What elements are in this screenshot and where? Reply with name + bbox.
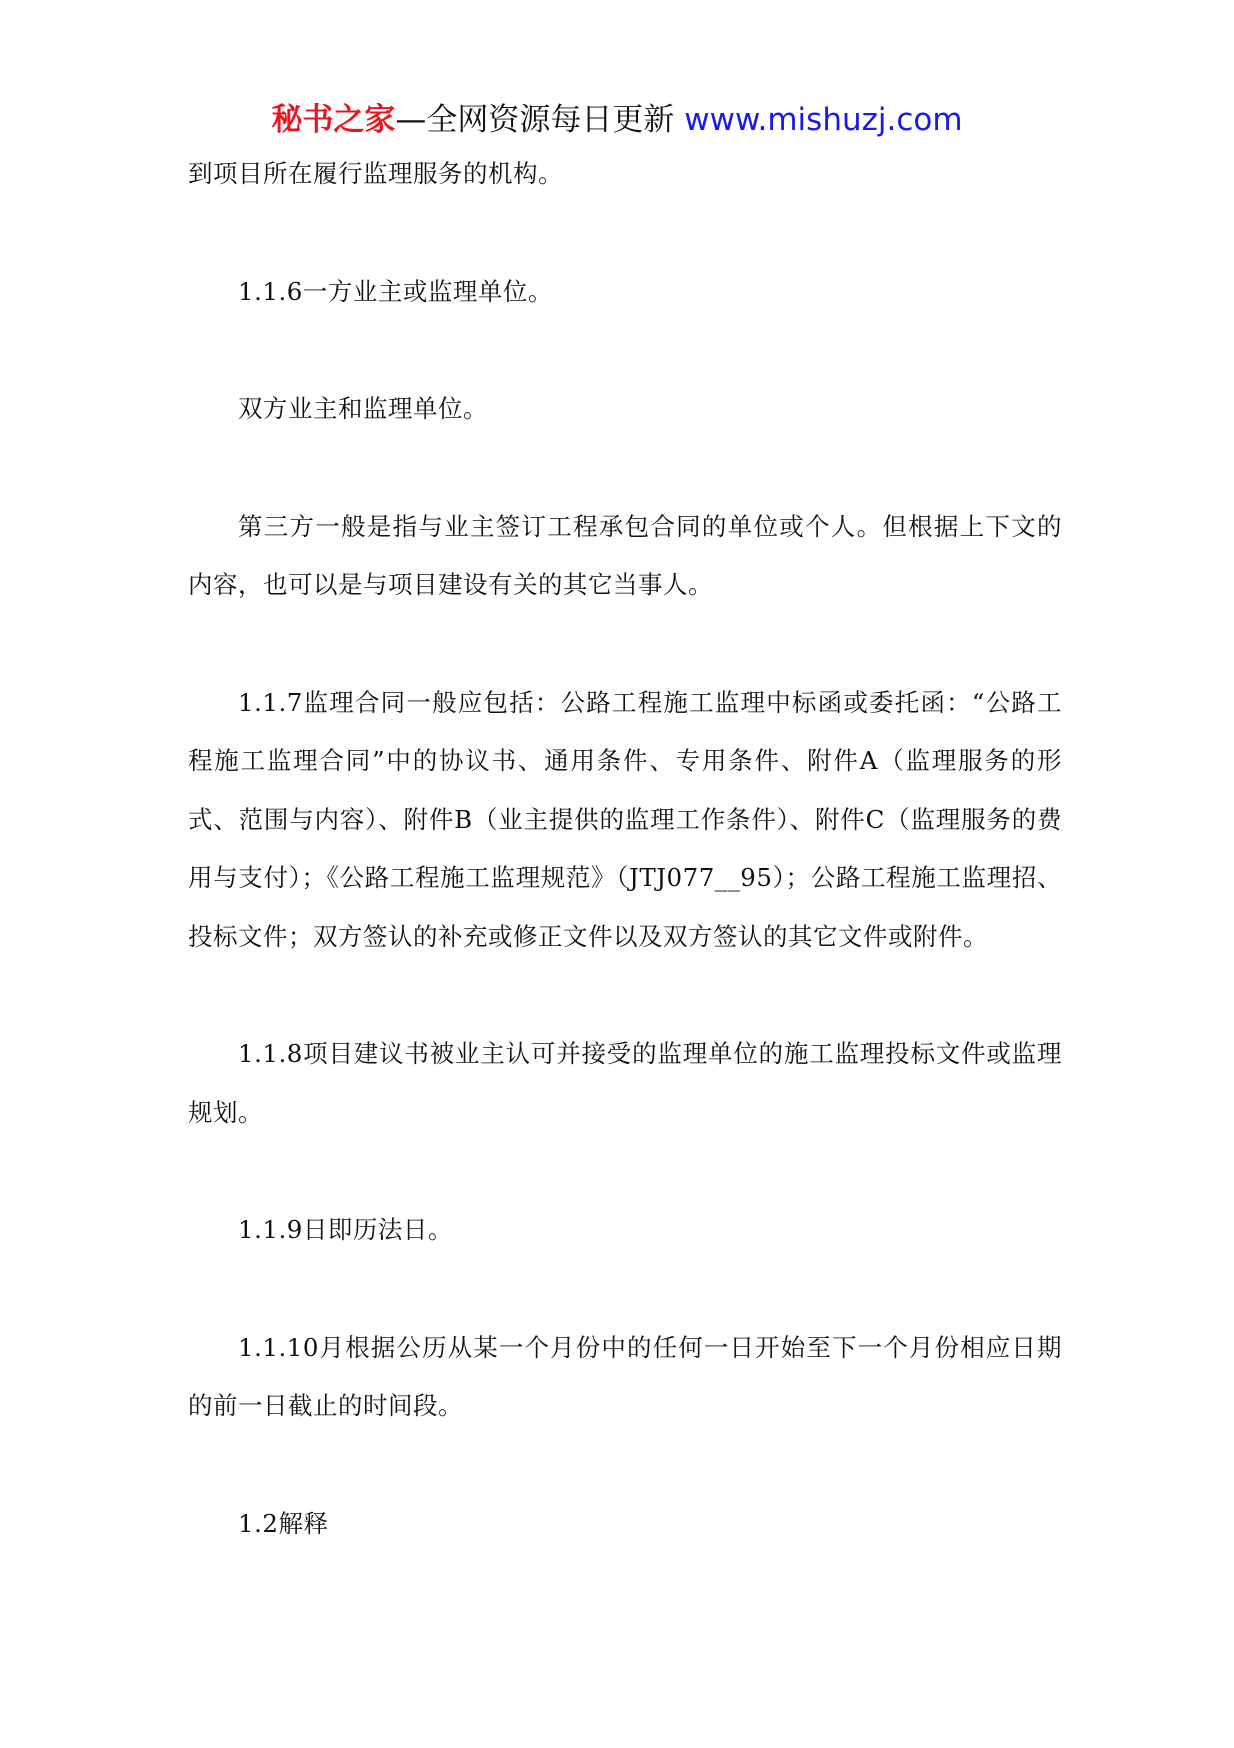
brand-name: 秘书之家 xyxy=(271,102,396,138)
paragraph-both-parties: 双方业主和监理单位。 xyxy=(238,394,488,423)
site-url-link[interactable]: www.mishuzj.com xyxy=(684,102,963,138)
paragraph-continuation: 到项目所在履行监理服务的机构。 xyxy=(188,159,563,188)
paragraph-1-1-6: 1.1.6一方业主或监理单位。 xyxy=(238,276,553,306)
paragraph-1-1-10: 1.1.10月根据公历从某一个月份中的任何一日开始至下一个月份相应日期的前一日截止的时间段。 xyxy=(188,1332,1062,1420)
document-body xyxy=(188,145,1062,1553)
section-heading-1-2: 1.2解释 xyxy=(238,1508,329,1538)
site-header xyxy=(0,100,1234,140)
header-tagline: —全网资源每日更新 xyxy=(395,102,675,138)
paragraph-third-party: 第三方一般是指与业主签订工程承包合同的单位或个人。但根据上下文的内容，也可以是与项目建设有关的其它当事人。 xyxy=(188,511,1062,599)
paragraph-1-1-9: 1.1.9日即历法日。 xyxy=(238,1215,453,1244)
paragraph-1-1-7: 1.1.7监理合同一般应包括：公路工程施工监理中标函或委托函：“公路工程施工监理合同”中的协议书、通用条件、专用条件、附件A（监理服务的形式、范围与内容）、附件B（业主提供的监理工作条件）、附件C（监理服务的费用与支付）；《公路工程施工监理规范》（JTJ077__95）；公路工程施工监理招、投标文件；双方签认的补充或修正文件以及双方签认的其它文件或附件。 xyxy=(188,687,1062,951)
paragraph-1-1-8: 1.1.8项目建议书被业主认可并接受的监理单位的施工监理投标文件或监理规划。 xyxy=(188,1039,1062,1127)
